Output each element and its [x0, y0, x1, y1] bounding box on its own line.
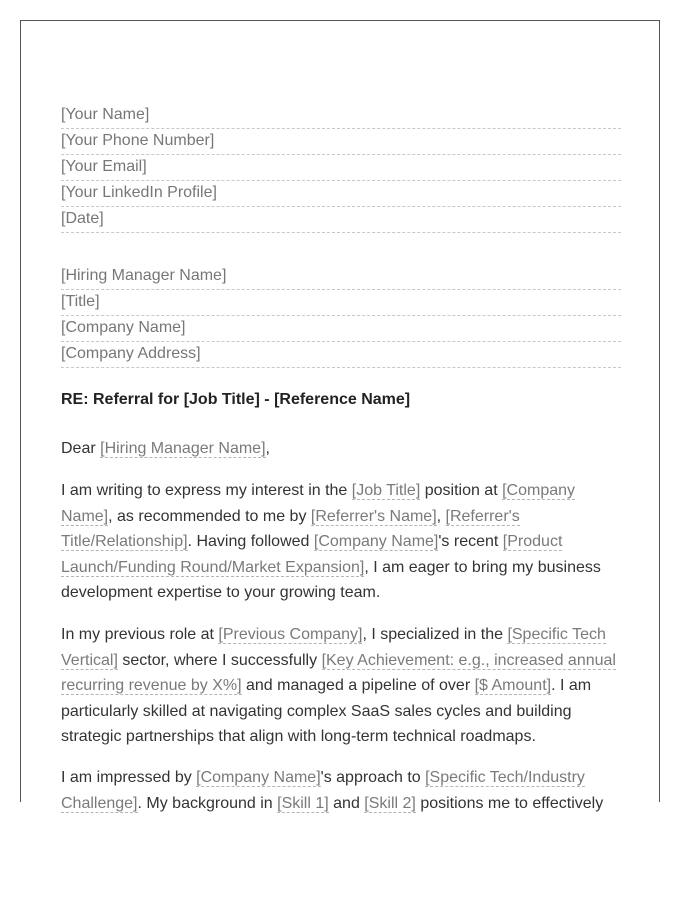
block-spacer [61, 233, 621, 264]
recipient-title-field[interactable]: [Title] [61, 290, 621, 316]
salutation [61, 436, 621, 461]
sender-name-field[interactable]: [Your Name] [61, 103, 621, 129]
sender-block [61, 103, 621, 233]
subject-line: RE: Referral for [Job Title] - [Reference Name] [61, 391, 411, 408]
company-name-placeholder-3[interactable]: [Company Name] [196, 769, 321, 787]
paragraph-fit [61, 765, 621, 816]
skill-1-placeholder[interactable]: [Skill 1] [277, 794, 329, 812]
industry-challenge-placeholder[interactable]: [Specific Tech/Industry Challenge] [61, 769, 585, 812]
p2-text-5: . I am particularly skilled at navigating complex SaaS sales cycles and building strategic partnerships that align with long-term technical roadmaps. [61, 677, 592, 746]
p1-text-6: 's recent [438, 533, 503, 551]
p1-text-3: , as recommended to me by [108, 507, 311, 525]
sender-linkedin-field[interactable]: [Your LinkedIn Profile] [61, 181, 621, 207]
paragraph-experience [61, 622, 621, 749]
job-title-placeholder[interactable]: [Job Title] [351, 482, 421, 500]
company-event-placeholder[interactable]: [Product Launch/Funding Round/Market Expansion] [61, 533, 563, 576]
recipient-company-field[interactable]: [Company Name] [61, 316, 621, 342]
company-name-placeholder[interactable]: [Company Name] [61, 482, 576, 525]
p1-text-4: , [436, 507, 446, 525]
salutation-name-placeholder[interactable]: [Hiring Manager Name] [100, 440, 266, 457]
p2-text-1: In my previous role at [61, 626, 219, 644]
p3-text-1: I am impressed by [61, 769, 197, 787]
p2-text-2: , I specialized in the [362, 626, 508, 644]
skill-2-placeholder[interactable]: [Skill 2] [364, 794, 416, 812]
amount-placeholder[interactable]: [$ Amount] [474, 677, 552, 695]
p1-text-7: , I am eager to bring my business development expertise to your growing team. [61, 558, 601, 602]
p3-text-5: positions me to effectively [415, 794, 604, 812]
referrer-name-placeholder[interactable]: [Referrer's Name] [310, 507, 437, 525]
p1-text-5: . Having followed [187, 533, 314, 551]
letter-page [20, 20, 660, 812]
sender-phone-field[interactable]: [Your Phone Number] [61, 129, 621, 155]
tech-vertical-placeholder[interactable]: [Specific Tech Vertical] [61, 626, 606, 669]
p2-text-4: and managed a pipeline of over [241, 677, 475, 695]
paragraph-intro [61, 478, 621, 605]
p3-text-4: and [328, 794, 365, 812]
p3-text-3: . My background in [137, 794, 278, 812]
company-name-placeholder-2[interactable]: [Company Name] [313, 533, 439, 551]
letter-content [61, 103, 621, 816]
p2-text-3: sector, where I successfully [117, 651, 322, 669]
recipient-address-field[interactable]: [Company Address] [61, 342, 621, 368]
p1-text-1: I am writing to express my interest in the [61, 482, 352, 500]
p1-text-2: position at [420, 482, 503, 500]
sender-email-field[interactable]: [Your Email] [61, 155, 621, 181]
salutation-suffix: , [265, 440, 270, 457]
recipient-manager-field[interactable]: [Hiring Manager Name] [61, 264, 621, 290]
p3-text-2: 's approach to [320, 769, 426, 787]
key-achievement-placeholder[interactable]: [Key Achievement: e.g., increased annual recurring revenue by X%] [61, 651, 616, 695]
salutation-prefix: Dear [61, 440, 101, 457]
previous-company-placeholder[interactable]: [Previous Company] [218, 626, 363, 644]
referrer-title-placeholder[interactable]: [Referrer's Title/Relationship] [61, 507, 520, 551]
recipient-block [61, 264, 621, 368]
date-field[interactable]: [Date] [61, 207, 621, 233]
